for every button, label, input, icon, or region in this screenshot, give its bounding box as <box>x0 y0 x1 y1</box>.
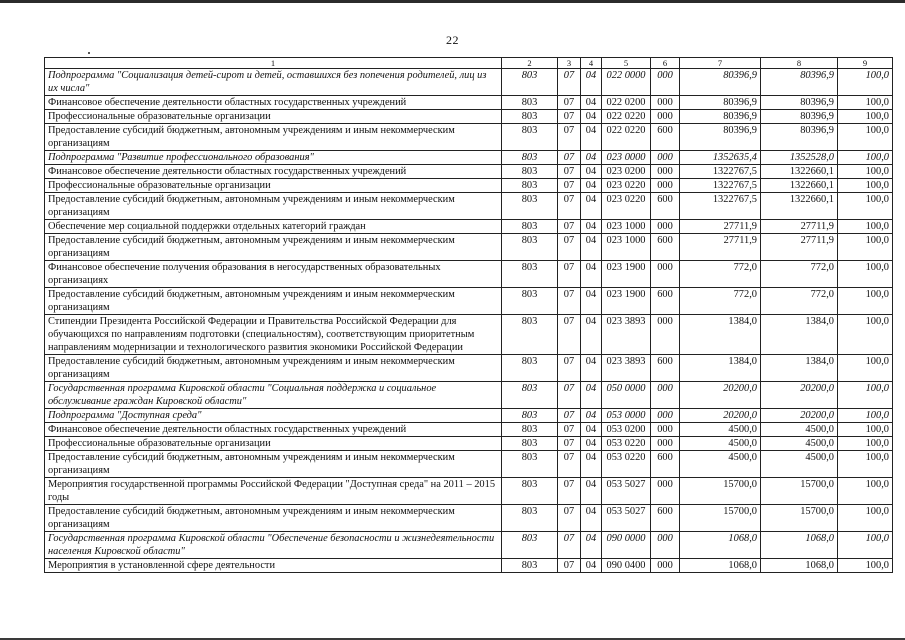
section-code-cell: 07 <box>558 409 581 423</box>
subsection-code-cell: 04 <box>581 382 602 409</box>
expense-type-cell: 000 <box>651 220 680 234</box>
column-header: 7 <box>680 58 761 69</box>
executed-amount-cell: 15700,0 <box>761 478 838 505</box>
expense-name-cell: Государственная программа Кировской области "Социальная поддержка и социальное обслуживание граждан Кировской области" <box>45 382 502 409</box>
expense-type-cell: 000 <box>651 151 680 165</box>
executed-amount-cell: 772,0 <box>761 288 838 315</box>
expense-name-cell: Финансовое обеспечение деятельности областных государственных учреждений <box>45 165 502 179</box>
executed-amount-cell: 20200,0 <box>761 409 838 423</box>
ministry-code-cell: 803 <box>502 355 558 382</box>
subsection-code-cell: 04 <box>581 96 602 110</box>
expense-name-cell: Профессиональные образовательные организации <box>45 179 502 193</box>
planned-amount-cell: 80396,9 <box>680 69 761 96</box>
executed-amount-cell: 27711,9 <box>761 234 838 261</box>
execution-percent-cell: 100,0 <box>838 409 893 423</box>
target-article-cell: 023 0000 <box>602 151 651 165</box>
table-row <box>45 437 893 451</box>
ministry-code-cell: 803 <box>502 110 558 124</box>
ministry-code-cell: 803 <box>502 288 558 315</box>
table-row <box>45 193 893 220</box>
expense-name-cell: Подпрограмма "Социализация детей-сирот и детей, оставшихся без попечения родителей, лиц из их числа" <box>45 69 502 96</box>
subsection-code-cell: 04 <box>581 532 602 559</box>
target-article-cell: 023 0220 <box>602 193 651 220</box>
subsection-code-cell: 04 <box>581 151 602 165</box>
ministry-code-cell: 803 <box>502 315 558 355</box>
table-row <box>45 179 893 193</box>
executed-amount-cell: 15700,0 <box>761 505 838 532</box>
executed-amount-cell: 27711,9 <box>761 220 838 234</box>
target-article-cell: 050 0000 <box>602 382 651 409</box>
target-article-cell: 053 0220 <box>602 451 651 478</box>
section-code-cell: 07 <box>558 96 581 110</box>
target-article-cell: 023 1900 <box>602 261 651 288</box>
target-article-cell: 023 1900 <box>602 288 651 315</box>
target-article-cell: 023 3893 <box>602 355 651 382</box>
expense-type-cell: 000 <box>651 409 680 423</box>
execution-percent-cell: 100,0 <box>838 559 893 573</box>
target-article-cell: 022 0220 <box>602 110 651 124</box>
planned-amount-cell: 1322767,5 <box>680 179 761 193</box>
section-code-cell: 07 <box>558 261 581 288</box>
section-code-cell: 07 <box>558 437 581 451</box>
expense-type-cell: 600 <box>651 288 680 315</box>
table-row <box>45 532 893 559</box>
executed-amount-cell: 1322660,1 <box>761 193 838 220</box>
section-code-cell: 07 <box>558 165 581 179</box>
execution-percent-cell: 100,0 <box>838 382 893 409</box>
subsection-code-cell: 04 <box>581 165 602 179</box>
execution-percent-cell: 100,0 <box>838 261 893 288</box>
expense-name-cell: Профессиональные образовательные организации <box>45 110 502 124</box>
expense-name-cell: Подпрограмма "Доступная среда" <box>45 409 502 423</box>
expense-type-cell: 000 <box>651 315 680 355</box>
planned-amount-cell: 20200,0 <box>680 409 761 423</box>
ministry-code-cell: 803 <box>502 151 558 165</box>
execution-percent-cell: 100,0 <box>838 288 893 315</box>
executed-amount-cell: 772,0 <box>761 261 838 288</box>
section-code-cell: 07 <box>558 423 581 437</box>
column-header: 9 <box>838 58 893 69</box>
execution-percent-cell: 100,0 <box>838 478 893 505</box>
planned-amount-cell: 80396,9 <box>680 96 761 110</box>
expense-name-cell: Предоставление субсидий бюджетным, автономным учреждениям и иным некоммерческим организациям <box>45 451 502 478</box>
expense-type-cell: 600 <box>651 234 680 261</box>
execution-percent-cell: 100,0 <box>838 110 893 124</box>
section-code-cell: 07 <box>558 234 581 261</box>
expense-name-cell: Мероприятия в установленной сфере деятельности <box>45 559 502 573</box>
column-header: 1 <box>45 58 502 69</box>
target-article-cell: 023 3893 <box>602 315 651 355</box>
section-code-cell: 07 <box>558 288 581 315</box>
budget-table <box>44 57 893 573</box>
subsection-code-cell: 04 <box>581 478 602 505</box>
ministry-code-cell: 803 <box>502 261 558 288</box>
page-number: 22 <box>446 33 459 47</box>
section-code-cell: 07 <box>558 69 581 96</box>
ministry-code-cell: 803 <box>502 124 558 151</box>
planned-amount-cell: 80396,9 <box>680 124 761 151</box>
expense-type-cell: 000 <box>651 110 680 124</box>
table-row <box>45 234 893 261</box>
executed-amount-cell: 4500,0 <box>761 451 838 478</box>
subsection-code-cell: 04 <box>581 288 602 315</box>
execution-percent-cell: 100,0 <box>838 165 893 179</box>
section-code-cell: 07 <box>558 451 581 478</box>
section-code-cell: 07 <box>558 151 581 165</box>
table-row <box>45 409 893 423</box>
expense-name-cell: Обеспечение мер социальной поддержки отдельных категорий граждан <box>45 220 502 234</box>
table-row <box>45 96 893 110</box>
execution-percent-cell: 100,0 <box>838 179 893 193</box>
table-row <box>45 559 893 573</box>
table-row <box>45 355 893 382</box>
section-code-cell: 07 <box>558 124 581 151</box>
ministry-code-cell: 803 <box>502 193 558 220</box>
table-row <box>45 110 893 124</box>
ministry-code-cell: 803 <box>502 532 558 559</box>
planned-amount-cell: 1068,0 <box>680 559 761 573</box>
expense-name-cell: Финансовое обеспечение деятельности областных государственных учреждений <box>45 423 502 437</box>
planned-amount-cell: 1322767,5 <box>680 165 761 179</box>
table-row <box>45 69 893 96</box>
subsection-code-cell: 04 <box>581 220 602 234</box>
execution-percent-cell: 100,0 <box>838 193 893 220</box>
subsection-code-cell: 04 <box>581 355 602 382</box>
subsection-code-cell: 04 <box>581 409 602 423</box>
column-header: 5 <box>602 58 651 69</box>
expense-type-cell: 000 <box>651 437 680 451</box>
planned-amount-cell: 1068,0 <box>680 532 761 559</box>
expense-name-cell: Предоставление субсидий бюджетным, автономным учреждениям и иным некоммерческим организациям <box>45 193 502 220</box>
scan-edge-top <box>0 0 905 3</box>
target-article-cell: 053 0000 <box>602 409 651 423</box>
execution-percent-cell: 100,0 <box>838 532 893 559</box>
ministry-code-cell: 803 <box>502 559 558 573</box>
execution-percent-cell: 100,0 <box>838 451 893 478</box>
table-row <box>45 261 893 288</box>
subsection-code-cell: 04 <box>581 69 602 96</box>
ministry-code-cell: 803 <box>502 69 558 96</box>
ministry-code-cell: 803 <box>502 437 558 451</box>
column-header: 2 <box>502 58 558 69</box>
expense-name-cell: Государственная программа Кировской области "Обеспечение безопасности и жизнедеятельности населения Кировской области" <box>45 532 502 559</box>
expense-type-cell: 600 <box>651 451 680 478</box>
planned-amount-cell: 4500,0 <box>680 451 761 478</box>
expense-type-cell: 000 <box>651 532 680 559</box>
expense-type-cell: 600 <box>651 124 680 151</box>
section-code-cell: 07 <box>558 315 581 355</box>
subsection-code-cell: 04 <box>581 193 602 220</box>
expense-name-cell: Предоставление субсидий бюджетным, автономным учреждениям и иным некоммерческим организациям <box>45 505 502 532</box>
subsection-code-cell: 04 <box>581 179 602 193</box>
execution-percent-cell: 100,0 <box>838 355 893 382</box>
section-code-cell: 07 <box>558 478 581 505</box>
section-code-cell: 07 <box>558 505 581 532</box>
executed-amount-cell: 80396,9 <box>761 96 838 110</box>
table-row <box>45 220 893 234</box>
section-code-cell: 07 <box>558 179 581 193</box>
target-article-cell: 053 0200 <box>602 423 651 437</box>
ministry-code-cell: 803 <box>502 220 558 234</box>
table-row <box>45 451 893 478</box>
planned-amount-cell: 1352635,4 <box>680 151 761 165</box>
target-article-cell: 023 1000 <box>602 234 651 261</box>
executed-amount-cell: 1322660,1 <box>761 165 838 179</box>
ministry-code-cell: 803 <box>502 505 558 532</box>
ministry-code-cell: 803 <box>502 165 558 179</box>
table-row <box>45 505 893 532</box>
planned-amount-cell: 15700,0 <box>680 505 761 532</box>
target-article-cell: 090 0000 <box>602 532 651 559</box>
section-code-cell: 07 <box>558 532 581 559</box>
planned-amount-cell: 4500,0 <box>680 437 761 451</box>
section-code-cell: 07 <box>558 559 581 573</box>
table-row <box>45 165 893 179</box>
ministry-code-cell: 803 <box>502 478 558 505</box>
subsection-code-cell: 04 <box>581 437 602 451</box>
target-article-cell: 090 0400 <box>602 559 651 573</box>
target-article-cell: 053 5027 <box>602 505 651 532</box>
ministry-code-cell: 803 <box>502 234 558 261</box>
section-code-cell: 07 <box>558 110 581 124</box>
table-row <box>45 478 893 505</box>
subsection-code-cell: 04 <box>581 234 602 261</box>
executed-amount-cell: 1068,0 <box>761 532 838 559</box>
subsection-code-cell: 04 <box>581 559 602 573</box>
expense-type-cell: 000 <box>651 478 680 505</box>
execution-percent-cell: 100,0 <box>838 151 893 165</box>
target-article-cell: 023 1000 <box>602 220 651 234</box>
executed-amount-cell: 1068,0 <box>761 559 838 573</box>
planned-amount-cell: 1384,0 <box>680 355 761 382</box>
execution-percent-cell: 100,0 <box>838 315 893 355</box>
ministry-code-cell: 803 <box>502 423 558 437</box>
ministry-code-cell: 803 <box>502 179 558 193</box>
target-article-cell: 023 0200 <box>602 165 651 179</box>
subsection-code-cell: 04 <box>581 110 602 124</box>
execution-percent-cell: 100,0 <box>838 96 893 110</box>
executed-amount-cell: 80396,9 <box>761 110 838 124</box>
expense-name-cell: Предоставление субсидий бюджетным, автономным учреждениям и иным некоммерческим организациям <box>45 355 502 382</box>
expense-name-cell: Подпрограмма "Развитие профессионального образования" <box>45 151 502 165</box>
execution-percent-cell: 100,0 <box>838 505 893 532</box>
subsection-code-cell: 04 <box>581 423 602 437</box>
planned-amount-cell: 1322767,5 <box>680 193 761 220</box>
section-code-cell: 07 <box>558 382 581 409</box>
section-code-cell: 07 <box>558 193 581 220</box>
expense-name-cell: Предоставление субсидий бюджетным, автономным учреждениям и иным некоммерческим организациям <box>45 234 502 261</box>
expense-name-cell: Предоставление субсидий бюджетным, автономным учреждениям и иным некоммерческим организациям <box>45 288 502 315</box>
table-row <box>45 288 893 315</box>
execution-percent-cell: 100,0 <box>838 220 893 234</box>
expense-name-cell: Финансовое обеспечение получения образования в негосударственных образовательных организациях <box>45 261 502 288</box>
target-article-cell: 053 0220 <box>602 437 651 451</box>
target-article-cell: 022 0000 <box>602 69 651 96</box>
expense-name-cell: Мероприятия государственной программы Российской Федерации "Доступная среда" на 2011 – 2015 годы <box>45 478 502 505</box>
column-header: 8 <box>761 58 838 69</box>
executed-amount-cell: 80396,9 <box>761 124 838 151</box>
planned-amount-cell: 20200,0 <box>680 382 761 409</box>
expense-type-cell: 600 <box>651 193 680 220</box>
expense-type-cell: 000 <box>651 96 680 110</box>
expense-name-cell: Профессиональные образовательные организации <box>45 437 502 451</box>
expense-name-cell: Предоставление субсидий бюджетным, автономным учреждениям и иным некоммерческим организациям <box>45 124 502 151</box>
planned-amount-cell: 27711,9 <box>680 220 761 234</box>
executed-amount-cell: 20200,0 <box>761 382 838 409</box>
table-row <box>45 382 893 409</box>
table-row <box>45 423 893 437</box>
expense-type-cell: 000 <box>651 261 680 288</box>
ministry-code-cell: 803 <box>502 451 558 478</box>
column-header: 4 <box>581 58 602 69</box>
stray-mark <box>88 52 90 54</box>
planned-amount-cell: 27711,9 <box>680 234 761 261</box>
table-row <box>45 151 893 165</box>
expense-type-cell: 600 <box>651 505 680 532</box>
planned-amount-cell: 4500,0 <box>680 423 761 437</box>
expense-type-cell: 000 <box>651 69 680 96</box>
column-header: 3 <box>558 58 581 69</box>
expense-type-cell: 000 <box>651 165 680 179</box>
expense-type-cell: 000 <box>651 382 680 409</box>
expense-name-cell: Финансовое обеспечение деятельности областных государственных учреждений <box>45 96 502 110</box>
ministry-code-cell: 803 <box>502 96 558 110</box>
expense-type-cell: 000 <box>651 423 680 437</box>
expense-type-cell: 000 <box>651 179 680 193</box>
planned-amount-cell: 1384,0 <box>680 315 761 355</box>
expense-name-cell: Стипендии Президента Российской Федерации и Правительства Российской Федерации для обучающихся по направлениям подготовки (специальностям), соответствующим приоритетным направлениям модернизации и технологического развития экономики Российской Федерации <box>45 315 502 355</box>
execution-percent-cell: 100,0 <box>838 69 893 96</box>
column-header: 6 <box>651 58 680 69</box>
executed-amount-cell: 4500,0 <box>761 423 838 437</box>
expense-type-cell: 600 <box>651 355 680 382</box>
target-article-cell: 053 5027 <box>602 478 651 505</box>
table-row <box>45 124 893 151</box>
execution-percent-cell: 100,0 <box>838 423 893 437</box>
ministry-code-cell: 803 <box>502 409 558 423</box>
column-number-row <box>45 58 893 69</box>
target-article-cell: 023 0220 <box>602 179 651 193</box>
section-code-cell: 07 <box>558 355 581 382</box>
executed-amount-cell: 1322660,1 <box>761 179 838 193</box>
execution-percent-cell: 100,0 <box>838 124 893 151</box>
expense-type-cell: 000 <box>651 559 680 573</box>
executed-amount-cell: 1384,0 <box>761 355 838 382</box>
planned-amount-cell: 15700,0 <box>680 478 761 505</box>
section-code-cell: 07 <box>558 220 581 234</box>
executed-amount-cell: 1352528,0 <box>761 151 838 165</box>
target-article-cell: 022 0220 <box>602 124 651 151</box>
subsection-code-cell: 04 <box>581 505 602 532</box>
executed-amount-cell: 4500,0 <box>761 437 838 451</box>
ministry-code-cell: 803 <box>502 382 558 409</box>
planned-amount-cell: 772,0 <box>680 288 761 315</box>
table-body <box>45 69 893 573</box>
planned-amount-cell: 80396,9 <box>680 110 761 124</box>
subsection-code-cell: 04 <box>581 315 602 355</box>
subsection-code-cell: 04 <box>581 451 602 478</box>
target-article-cell: 022 0200 <box>602 96 651 110</box>
executed-amount-cell: 80396,9 <box>761 69 838 96</box>
execution-percent-cell: 100,0 <box>838 437 893 451</box>
planned-amount-cell: 772,0 <box>680 261 761 288</box>
subsection-code-cell: 04 <box>581 261 602 288</box>
table-row <box>45 315 893 355</box>
executed-amount-cell: 1384,0 <box>761 315 838 355</box>
execution-percent-cell: 100,0 <box>838 234 893 261</box>
subsection-code-cell: 04 <box>581 124 602 151</box>
